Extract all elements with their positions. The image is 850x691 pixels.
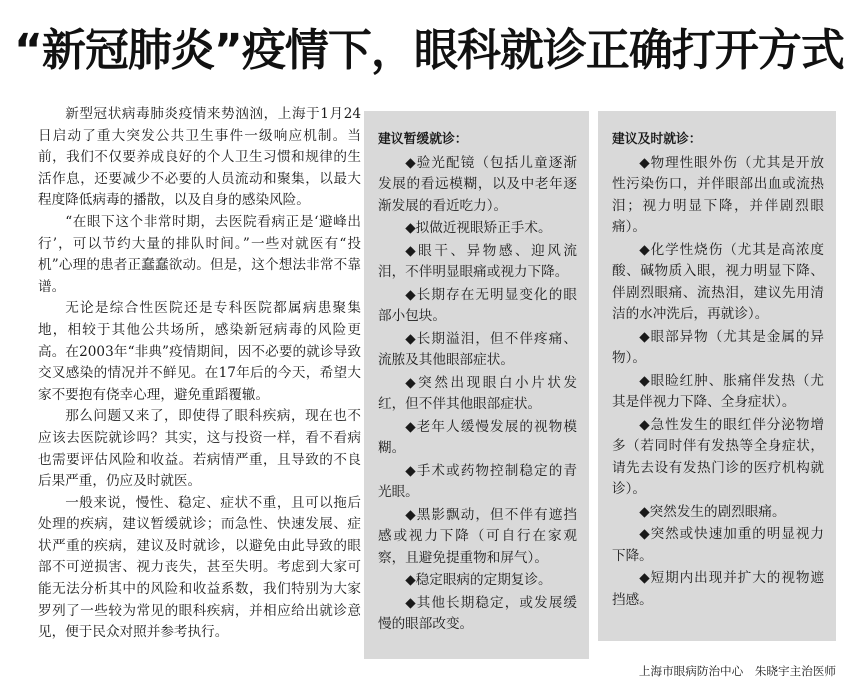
defer-item: ◆验光配镜（包括儿童逐渐发展的看远模糊，以及中老年逐渐发展的看近吃力）。: [378, 154, 577, 214]
paragraph: 无论是综合性医院还是专科医院都属病患聚集地，相较于其他公共场所，感染新冠病毒的风险更高。在2003年“非典”疫情期间，因不必要的就诊导致交叉感染的情况并不鲜见。在17年后的今天，希望大家不要抱有侥幸心理，避免重蹈覆辙。: [38, 300, 361, 403]
timely-item: ◆眼部异物（尤其是金属的异物）。: [612, 328, 824, 366]
timely-item: ◆短期内出现并扩大的视物遮挡感。: [612, 570, 824, 608]
defer-item: ◆长期存在无明显变化的眼部小包块。: [378, 286, 577, 324]
defer-item: ◆黑影飘动，但不伴有遮挡感或视力下降（可自行在家观察，且避免提重物和屏气）。: [378, 506, 577, 566]
author-credit: 上海市眼病防治中心 朱晓宇主治医师: [638, 664, 836, 678]
defer-item: ◆稳定眼病的定期复诊。: [405, 572, 552, 588]
paragraph: 那么问题又来了，即使得了眼科疾病，现在也不应该去医院就诊吗？其实，这与投资一样，看不看病也需要评估风险和收益。若病情严重，且导致的不良后果严重，仍应及时就医。: [38, 408, 361, 490]
article-body: [38, 104, 361, 644]
timely-item: ◆突然发生的剧烈眼痛。: [639, 503, 786, 520]
defer-visit-box: [364, 111, 589, 659]
defer-visit-title: 建议暂缓就诊：: [378, 132, 468, 147]
timely-item: ◆化学性烧伤（尤其是高浓度酸、碱物质入眼，视力明显下降、伴剧烈眼痛、流热泪，建议先用清洁的水冲洗后，再就诊）。: [612, 241, 824, 322]
paragraph: 新型冠状病毒肺炎疫情来势汹汹，上海于1月24日启动了重大突发公共卫生事件一级响应机制。当前，我们不仅要养成良好的个人卫生习惯和规律的生活作息，还要减少不必要的人员流动和聚集，以最大程度降低病毒的播散，以及自身的感染风险。: [38, 106, 361, 209]
defer-item: ◆眼干、异物感、迎风流泪，不伴明显眼痛或视力下降。: [378, 242, 577, 280]
timely-item: ◆眼睑红肿、胀痛伴发热（尤其是伴视力下降、全身症状）。: [612, 372, 824, 410]
paragraph: “在眼下这个非常时期，去医院看病正是‘避峰出行’，可以节约大量的排队时间。”一些对就医有“投机”心理的患者正蠢蠢欲动。但是，这个想法非常不靠谱。: [38, 213, 361, 295]
paragraph: 一般来说，慢性、稳定、症状不重，且可以拖后处理的疾病，建议暂缓就诊；而急性、快速发展、症状严重的疾病，建议及时就诊，以避免由此导致的眼部不可逆损害、视力丧失，甚至失明。考虑到大家可能无法分析其中的风险和收益系数，我们特别为大家罗列了一些较为常见的眼科疾病，并相应给出就诊意见，便于民众对照并参考执行。: [38, 494, 361, 641]
defer-item: ◆长期溢泪，但不伴疼痛、流脓及其他眼部症状。: [378, 330, 577, 368]
timely-item: ◆急性发生的眼红伴分泌物增多（若同时伴有发热等全身症状，请先去设有发热门诊的医疗机构就诊）。: [612, 416, 824, 497]
timely-item: ◆物理性眼外伤（尤其是开放性污染伤口，并伴眼部出血或流热泪；视力明显下降，并伴剧烈眼痛）。: [612, 154, 824, 235]
timely-visit-box: [598, 111, 836, 641]
defer-item: ◆老年人缓慢发展的视物模糊。: [378, 418, 577, 456]
timely-item: ◆突然或快速加重的明显视力下降。: [612, 526, 824, 564]
defer-item: ◆手术或药物控制稳定的青光眼。: [378, 462, 577, 500]
headline: “新冠肺炎”疫情下，眼科就诊正确打开方式: [14, 25, 844, 76]
timely-visit-title: 建议及时就诊：: [612, 132, 702, 147]
defer-item: ◆突然出现眼白小片状发红，但不伴其他眼部症状。: [378, 374, 577, 412]
defer-item: ◆其他长期稳定，或发展缓慢的眼部改变。: [378, 594, 577, 632]
defer-item: ◆拟做近视眼矫正手术。: [405, 220, 552, 236]
